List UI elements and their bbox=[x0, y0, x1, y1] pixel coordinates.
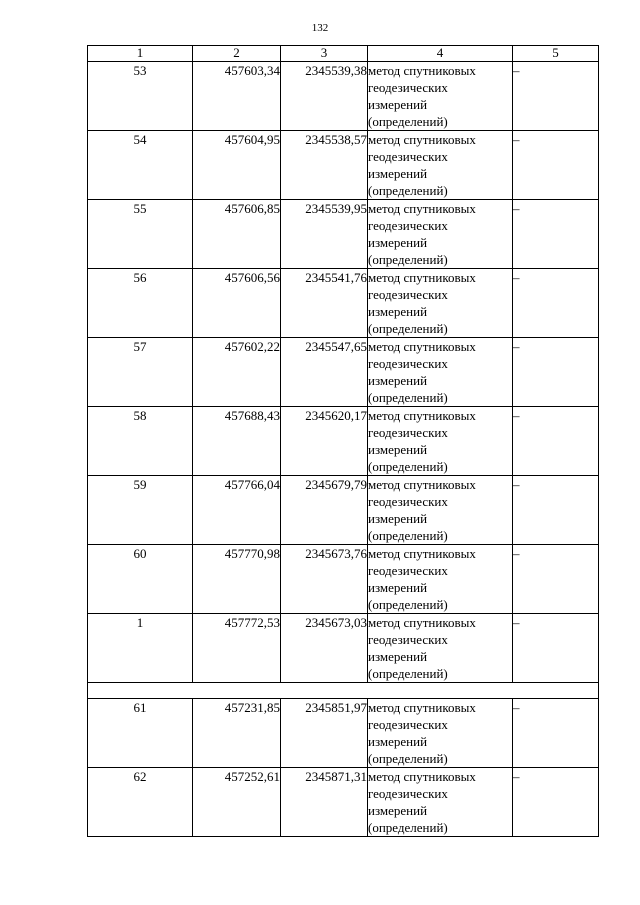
note-cell-text: – bbox=[513, 270, 520, 285]
method-cell-text: метод спутниковых геодезических измерений (определений) bbox=[368, 477, 476, 543]
point-number-cell bbox=[88, 200, 193, 269]
point-number-cell-text: 53 bbox=[133, 63, 147, 78]
point-number-cell bbox=[88, 476, 193, 545]
y-coordinate-cell-text: 2345679,79 bbox=[305, 477, 367, 492]
x-coordinate-cell bbox=[193, 338, 281, 407]
table-row bbox=[88, 407, 599, 476]
y-coordinate-cell bbox=[281, 614, 368, 683]
y-coordinate-cell-text: 2345871,31 bbox=[305, 769, 367, 784]
x-coordinate-cell bbox=[193, 768, 281, 837]
note-cell-text: – bbox=[513, 63, 520, 78]
note-cell bbox=[513, 131, 599, 200]
method-cell-text: метод спутниковых геодезических измерений (определений) bbox=[368, 339, 476, 405]
x-coordinate-cell bbox=[193, 200, 281, 269]
y-coordinate-cell-text: 2345547,65 bbox=[305, 339, 367, 354]
point-number-cell-text: 55 bbox=[133, 201, 147, 216]
x-coordinate-cell bbox=[193, 407, 281, 476]
table-row bbox=[88, 200, 599, 269]
table-row bbox=[88, 545, 599, 614]
y-coordinate-cell bbox=[281, 62, 368, 131]
point-number-cell bbox=[88, 269, 193, 338]
method-cell bbox=[368, 768, 513, 837]
note-cell bbox=[513, 476, 599, 545]
note-cell-text: – bbox=[513, 477, 520, 492]
method-cell bbox=[368, 699, 513, 768]
point-number-cell bbox=[88, 768, 193, 837]
group-separator-row bbox=[88, 683, 599, 699]
method-cell-text: метод спутниковых геодезических измерений (определений) bbox=[368, 769, 476, 835]
point-number-cell bbox=[88, 62, 193, 131]
point-number-cell bbox=[88, 699, 193, 768]
table-row bbox=[88, 62, 599, 131]
group-separator-cell bbox=[88, 683, 599, 699]
y-coordinate-cell bbox=[281, 407, 368, 476]
y-coordinate-cell-text: 2345673,03 bbox=[305, 615, 367, 630]
method-cell bbox=[368, 338, 513, 407]
x-coordinate-cell-text: 457603,34 bbox=[224, 63, 280, 78]
table-row bbox=[88, 614, 599, 683]
method-cell-text: метод спутниковых геодезических измерений (определений) bbox=[368, 700, 476, 766]
method-cell-text: метод спутниковых геодезических измерений (определений) bbox=[368, 615, 476, 681]
y-coordinate-cell-text: 2345673,76 bbox=[305, 546, 367, 561]
y-coordinate-cell-text: 2345541,76 bbox=[305, 270, 367, 285]
x-coordinate-cell bbox=[193, 545, 281, 614]
note-cell bbox=[513, 699, 599, 768]
method-cell bbox=[368, 614, 513, 683]
x-coordinate-cell-text: 457766,04 bbox=[224, 477, 280, 492]
column-header-5: 5 bbox=[513, 46, 599, 62]
note-cell bbox=[513, 768, 599, 837]
y-coordinate-cell bbox=[281, 200, 368, 269]
method-cell-text: метод спутниковых геодезических измерений (определений) bbox=[368, 270, 476, 336]
method-cell bbox=[368, 131, 513, 200]
y-coordinate-cell bbox=[281, 269, 368, 338]
table-header-row bbox=[88, 46, 599, 62]
point-number-cell bbox=[88, 545, 193, 614]
point-number-cell-text: 61 bbox=[133, 700, 147, 715]
y-coordinate-cell bbox=[281, 768, 368, 837]
y-coordinate-cell-text: 2345538,57 bbox=[305, 132, 367, 147]
point-number-cell bbox=[88, 407, 193, 476]
table-row bbox=[88, 269, 599, 338]
note-cell-text: – bbox=[513, 615, 520, 630]
page-number: 132 bbox=[311, 22, 329, 34]
note-cell-text: – bbox=[513, 339, 520, 354]
x-coordinate-cell-text: 457772,53 bbox=[224, 615, 280, 630]
y-coordinate-cell-text: 2345620,17 bbox=[305, 408, 367, 423]
x-coordinate-cell bbox=[193, 699, 281, 768]
x-coordinate-cell-text: 457770,98 bbox=[224, 546, 280, 561]
table-row bbox=[88, 338, 599, 407]
x-coordinate-cell-text: 457602,22 bbox=[224, 339, 280, 354]
point-number-cell-text: 1 bbox=[136, 615, 144, 630]
point-number-cell bbox=[88, 131, 193, 200]
method-cell-text: метод спутниковых геодезических измерений (определений) bbox=[368, 546, 476, 612]
x-coordinate-cell-text: 457606,85 bbox=[224, 201, 280, 216]
x-coordinate-cell-text: 457606,56 bbox=[224, 270, 280, 285]
x-coordinate-cell-text: 457252,61 bbox=[224, 769, 280, 784]
table-row bbox=[88, 131, 599, 200]
y-coordinate-cell-text: 2345851,97 bbox=[305, 700, 367, 715]
y-coordinate-cell bbox=[281, 476, 368, 545]
note-cell-text: – bbox=[513, 700, 520, 715]
x-coordinate-cell-text: 457688,43 bbox=[224, 408, 280, 423]
note-cell bbox=[513, 407, 599, 476]
table-row bbox=[88, 476, 599, 545]
column-header-2: 2 bbox=[193, 46, 281, 62]
point-number-cell bbox=[88, 614, 193, 683]
point-number-cell bbox=[88, 338, 193, 407]
note-cell bbox=[513, 62, 599, 131]
method-cell bbox=[368, 476, 513, 545]
method-cell-text: метод спутниковых геодезических измерений (определений) bbox=[368, 63, 476, 129]
column-header-4: 4 bbox=[368, 46, 513, 62]
point-number-cell-text: 62 bbox=[133, 769, 147, 784]
note-cell-text: – bbox=[513, 201, 520, 216]
method-cell bbox=[368, 200, 513, 269]
y-coordinate-cell bbox=[281, 338, 368, 407]
note-cell-text: – bbox=[513, 132, 520, 147]
x-coordinate-cell bbox=[193, 476, 281, 545]
note-cell bbox=[513, 614, 599, 683]
y-coordinate-cell bbox=[281, 545, 368, 614]
x-coordinate-cell bbox=[193, 62, 281, 131]
y-coordinate-cell-text: 2345539,38 bbox=[305, 63, 367, 78]
x-coordinate-cell-text: 457604,95 bbox=[224, 132, 280, 147]
point-number-cell-text: 56 bbox=[133, 270, 147, 285]
method-cell-text: метод спутниковых геодезических измерений (определений) bbox=[368, 408, 476, 474]
x-coordinate-cell bbox=[193, 614, 281, 683]
point-number-cell-text: 60 bbox=[133, 546, 147, 561]
table-row bbox=[88, 699, 599, 768]
method-cell bbox=[368, 62, 513, 131]
x-coordinate-cell bbox=[193, 131, 281, 200]
x-coordinate-cell bbox=[193, 269, 281, 338]
y-coordinate-cell-text: 2345539,95 bbox=[305, 201, 367, 216]
point-number-cell-text: 59 bbox=[133, 477, 147, 492]
note-cell bbox=[513, 200, 599, 269]
y-coordinate-cell bbox=[281, 131, 368, 200]
note-cell-text: – bbox=[513, 769, 520, 784]
method-cell-text: метод спутниковых геодезических измерений (определений) bbox=[368, 201, 476, 267]
column-header-1: 1 bbox=[88, 46, 193, 62]
method-cell-text: метод спутниковых геодезических измерений (определений) bbox=[368, 132, 476, 198]
table-row bbox=[88, 768, 599, 837]
note-cell bbox=[513, 545, 599, 614]
note-cell bbox=[513, 269, 599, 338]
x-coordinate-cell-text: 457231,85 bbox=[224, 700, 280, 715]
note-cell-text: – bbox=[513, 546, 520, 561]
column-header-3: 3 bbox=[281, 46, 368, 62]
note-cell bbox=[513, 338, 599, 407]
point-number-cell-text: 57 bbox=[133, 339, 147, 354]
method-cell bbox=[368, 545, 513, 614]
method-cell bbox=[368, 269, 513, 338]
y-coordinate-cell bbox=[281, 699, 368, 768]
point-number-cell-text: 58 bbox=[133, 408, 147, 423]
note-cell-text: – bbox=[513, 408, 520, 423]
method-cell bbox=[368, 407, 513, 476]
coordinates-table bbox=[87, 45, 599, 837]
point-number-cell-text: 54 bbox=[133, 132, 147, 147]
